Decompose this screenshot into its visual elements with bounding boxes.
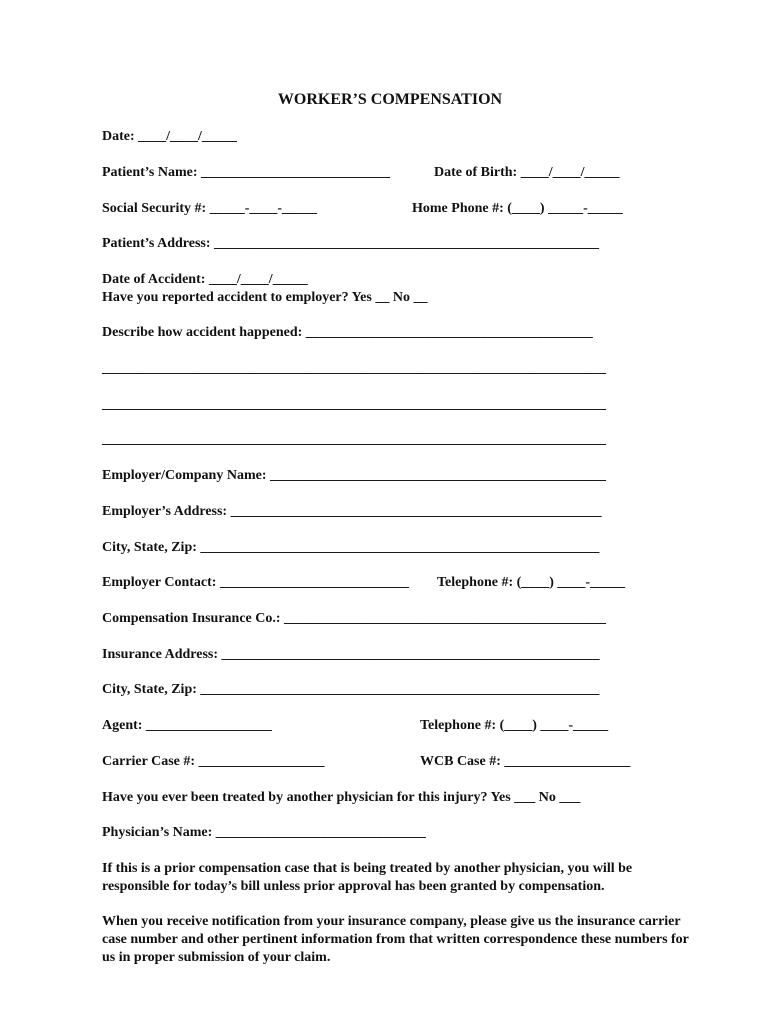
describe-accident-line[interactable]: ________________________________________________________________________ [102,361,606,376]
physician-name-field[interactable]: Physician’s Name: ______________________________ [102,825,426,840]
agent-telephone-field[interactable]: Telephone #: (____) ____-_____ [420,718,609,733]
form-title: WORKER’S COMPENSATION [277,91,503,108]
insurance-address-field[interactable]: Insurance Address: ______________________________________________________ [102,647,600,662]
insurance-city-state-zip-field[interactable]: City, State, Zip: _________________________________________________________ [102,682,600,697]
social-security-field[interactable]: Social Security #: _____-____-_____ [102,201,318,216]
date-of-birth-field[interactable]: Date of Birth: ____/____/_____ [434,165,620,180]
employer-contact-field[interactable]: Employer Contact: ___________________________ [102,575,409,590]
home-phone-field[interactable]: Home Phone #: (____) _____-_____ [412,201,623,216]
prior-case-notice: If this is a prior compensation case that is being treated by another physician, you will be responsible for today’s bill unless prior approval has been granted by compensation. [102,861,633,894]
describe-accident-line[interactable]: ________________________________________________________________________ [102,397,606,412]
agent-field[interactable]: Agent: __________________ [102,718,272,733]
patient-name-field[interactable]: Patient’s Name: ___________________________ [102,165,391,180]
employer-telephone-field[interactable]: Telephone #: (____) ____-_____ [437,575,626,590]
carrier-case-field[interactable]: Carrier Case #: __________________ [102,754,325,769]
notification-notice: When you receive notification from your insurance company, please give us the insurance carrier case number and other pertinent information from that written correspondence these numbers for us in proper submission of your claim. [102,914,689,965]
date-field[interactable]: Date: ____/____/_____ [102,129,237,144]
describe-accident-line[interactable]: ________________________________________________________________________ [102,432,606,447]
wcb-case-field[interactable]: WCB Case #: __________________ [420,754,631,769]
reported-to-employer-field[interactable]: Have you reported accident to employer? Yes __ No __ [102,290,428,305]
insurance-company-field[interactable]: Compensation Insurance Co.: ______________________________________________ [102,611,607,626]
employer-name-field[interactable]: Employer/Company Name: ________________________________________________ [102,468,606,483]
describe-accident-field[interactable]: Describe how accident happened: _________________________________________ [102,325,593,340]
date-of-accident-field[interactable]: Date of Accident: ____/____/_____ [102,272,308,287]
treated-by-other-physician-field[interactable]: Have you ever been treated by another physician for this injury? Yes ___ No ___ [102,790,581,805]
patient-address-field[interactable]: Patient’s Address: _______________________________________________________ [102,236,599,251]
employer-address-field[interactable]: Employer’s Address: _____________________________________________________ [102,504,602,519]
employer-city-state-zip-field[interactable]: City, State, Zip: _________________________________________________________ [102,540,600,555]
